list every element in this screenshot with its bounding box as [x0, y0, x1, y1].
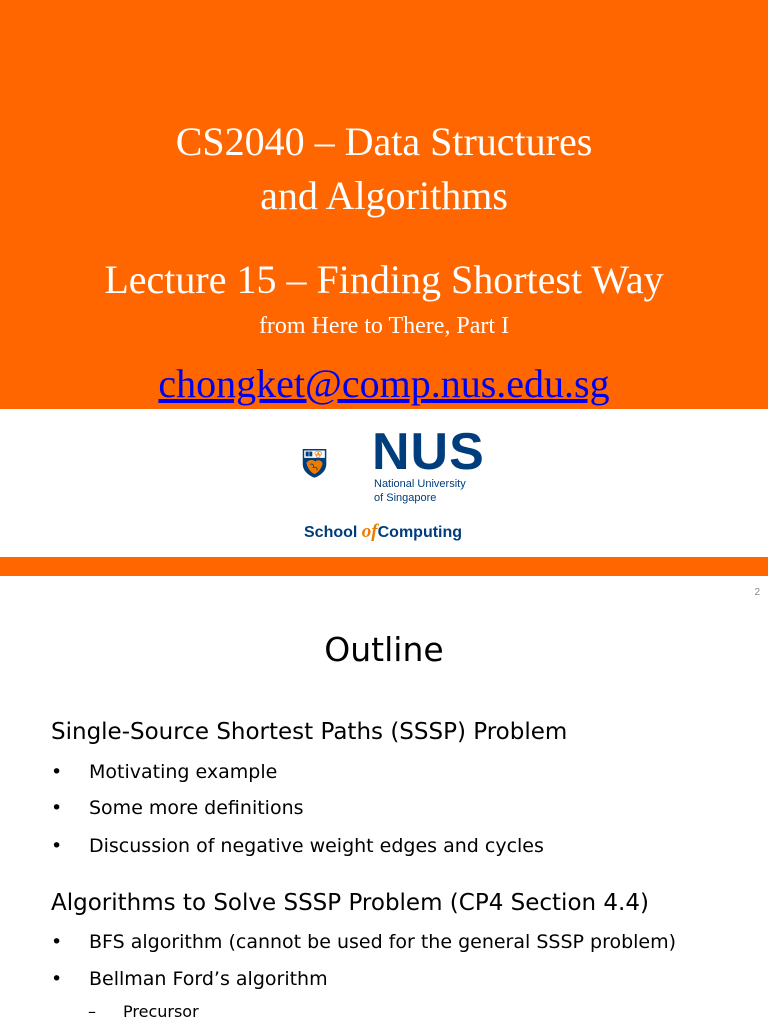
slide-title: Outline — [324, 630, 444, 669]
nus-wordmark: NUS — [372, 423, 485, 481]
sub-bullet-marker: – — [88, 1002, 96, 1021]
lecture-title: Lecture 15 – Finding Shortest Way — [104, 257, 664, 302]
sub-list-item-text: Precursor — [123, 1002, 199, 1021]
school-suffix: Computing — [377, 524, 463, 541]
nus-crest-icon — [302, 430, 372, 510]
sub-list-item — [88, 1000, 199, 1024]
school-of-computing — [304, 522, 462, 543]
section-heading-algorithms: Algorithms to Solve SSSP Problem (CP4 Section 4.4) — [51, 890, 649, 916]
list-item-text: Bellman Ford’s algorithm — [89, 968, 328, 990]
list-item-text: Discussion of negative weight edges and cycles — [89, 835, 544, 857]
email-link[interactable]: chongket@comp.nus.edu.sg — [158, 361, 610, 406]
school-of: of — [361, 521, 378, 542]
bullet-marker: • — [51, 761, 63, 783]
lecture-subtitle: from Here to There, Part I — [258, 313, 510, 339]
outline-slide — [0, 576, 768, 1024]
course-title-line1: CS2040 – Data Structures — [175, 119, 593, 164]
nus-subtitle-line1: National University — [374, 478, 466, 490]
slide-number: 2 — [754, 587, 760, 598]
bullet-marker: • — [51, 931, 63, 953]
list-item-text: BFS algorithm (cannot be used for the general SSSP problem) — [89, 931, 677, 953]
list-item-text: Some more definitions — [89, 797, 304, 819]
bullet-marker: • — [51, 968, 63, 990]
footer-stripe — [0, 557, 768, 576]
nus-subtitle-line2: of Singapore — [374, 492, 437, 504]
nus-subtitle — [374, 477, 466, 505]
bullet-marker: • — [51, 835, 63, 857]
course-title-line2: and Algorithms — [260, 173, 508, 218]
bullet-marker: • — [51, 797, 63, 819]
section-heading-sssp: Single-Source Shortest Paths (SSSP) Problem — [51, 719, 568, 745]
list-item-text: Motivating example — [89, 761, 278, 783]
school-prefix: School — [304, 524, 358, 541]
